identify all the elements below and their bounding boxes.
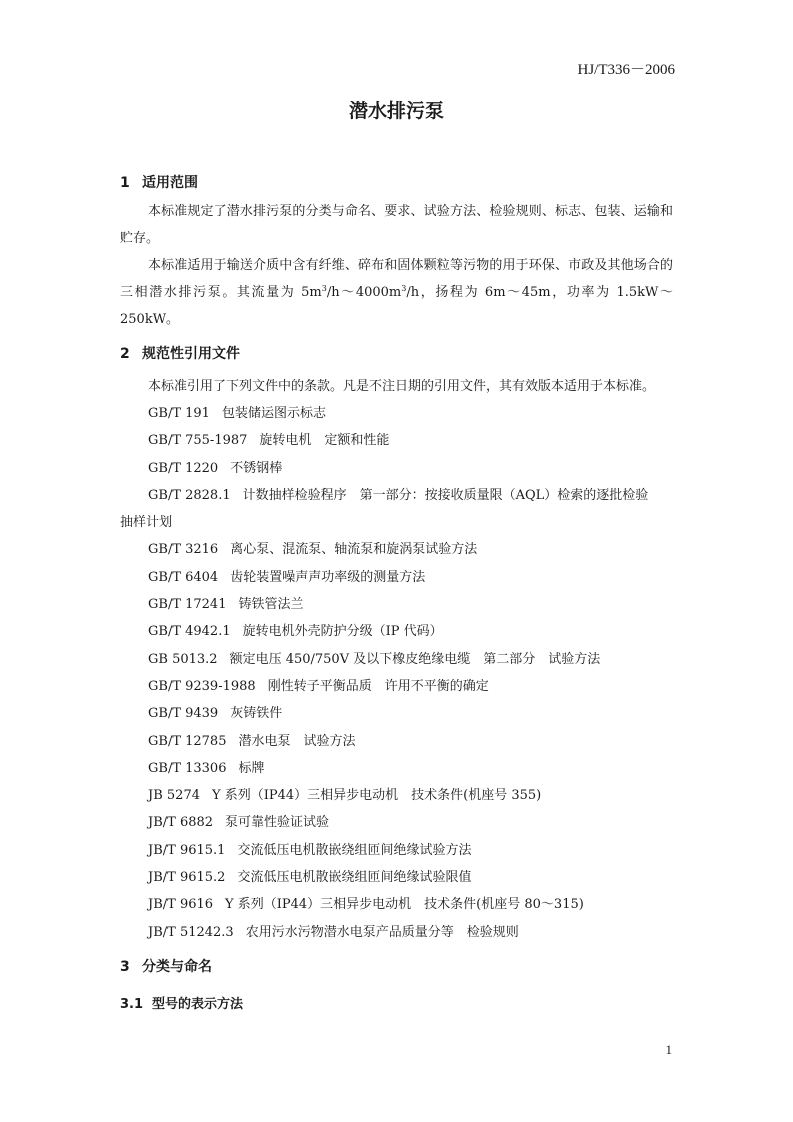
reference-title: 旋转电机 定额和性能 [259, 433, 390, 449]
reference-code: GB/T 3216 [148, 542, 219, 558]
section-title: 适用范围 [142, 175, 198, 191]
reference-code: JB/T 9616 [148, 897, 214, 913]
reference-item [120, 673, 673, 700]
reference-title: 离心泵、混流泵、轴流泵和旋涡泵试验方法 [230, 542, 478, 558]
section-heading-scope [120, 168, 673, 198]
reference-code: GB/T 191 [148, 406, 210, 421]
reference-code: GB/T 1220 [148, 460, 219, 476]
reference-title: 包装储运图示标志 [221, 406, 326, 421]
reference-code: GB/T 755-1987 [148, 433, 248, 449]
reference-item [120, 564, 673, 591]
section-number: 2 [120, 346, 130, 362]
section-number: 3 [120, 958, 130, 975]
reference-code: GB/T 2828.1 [148, 487, 231, 503]
reference-code: GB 5013.2 [148, 651, 218, 667]
section-heading-classification [120, 952, 673, 982]
reference-title: Y 系列（IP44）三相异步电动机 技术条件(机座号 80～315) [225, 897, 584, 913]
section-number: 1 [120, 175, 130, 191]
reference-code: JB/T 51242.3 [148, 924, 234, 940]
reference-code: GB/T 17241 [148, 597, 227, 613]
reference-item [120, 400, 673, 427]
reference-code: JB 5274 [148, 788, 200, 804]
subsection-title: 型号的表示方法 [152, 996, 244, 1012]
reference-code: GB/T 12785 [148, 733, 227, 749]
reference-title: 农用污水污物潜水电泵产品质量分等 检验规则 [245, 924, 519, 940]
section-title: 分类与命名 [142, 958, 212, 975]
reference-item [120, 864, 673, 891]
page-number: 1 [665, 1042, 672, 1057]
reference-code: JB/T 9615.2 [148, 870, 226, 886]
reference-title: 刚性转子平衡品质 许用不平衡的确定 [267, 678, 489, 694]
scope-text-part: /h，扬程为 6m～45m，功率为 1.5kW～250kW。 [120, 285, 673, 327]
reference-code: JB/T 9615.1 [148, 842, 226, 858]
reference-code: GB/T 6404 [148, 569, 219, 585]
reference-item [120, 482, 673, 537]
page-title: 潜水排污泵 [348, 100, 444, 122]
reference-title: 不锈钢棒 [230, 460, 283, 476]
reference-item [120, 891, 673, 918]
reference-item [120, 782, 673, 809]
reference-title: 潜水电泵 试验方法 [238, 733, 356, 749]
reference-code: GB/T 9439 [148, 706, 219, 722]
reference-list [120, 400, 673, 946]
reference-item [120, 919, 673, 946]
superscript: 3 [321, 284, 327, 293]
reference-title: 旋转电机外壳防护分级（IP 代码） [242, 624, 443, 640]
reference-title: 泵可靠性验证试验 [225, 815, 330, 831]
reference-title: 铸铁管法兰 [238, 597, 304, 613]
standard-code: HJ/T336－2006 [577, 62, 675, 78]
section-heading-references [120, 339, 673, 369]
reference-title: 标牌 [238, 760, 265, 776]
reference-title-continued: 抽样计划 [120, 515, 173, 531]
reference-title: 交流低压电机散嵌绕组匝间绝缘试验限值 [237, 870, 472, 886]
reference-item [120, 646, 673, 673]
scope-text-part: /h～4000m [326, 285, 402, 300]
section-title: 规范性引用文件 [142, 346, 240, 362]
reference-code: JB/T 6882 [148, 815, 214, 831]
reference-title: 计数抽样检验程序 第一部分：按接收质量限（AQL）检索的逐批检验 [242, 487, 649, 503]
reference-item [120, 809, 673, 836]
scope-text-part: 本标准适用于输送介质中含有纤维、碎布和固体颗粒等污物的用于环保、市政及其他场合的三相潜水排污泵。其流量为 5m [120, 258, 673, 300]
reference-item [120, 837, 673, 864]
reference-item [120, 700, 673, 727]
scope-paragraph-2 [120, 252, 673, 333]
reference-item [120, 455, 673, 482]
reference-item [120, 536, 673, 563]
reference-item [120, 618, 673, 645]
reference-title: 交流低压电机散嵌绕组匝间绝缘试验方法 [237, 842, 472, 858]
scope-paragraph-1: 本标准规定了潜水排污泵的分类与命名、要求、试验方法、检验规则、标志、包装、运输和贮存。 [120, 204, 673, 246]
reference-item [120, 591, 673, 618]
reference-title: 额定电压 450/750V 及以下橡皮绝缘电缆 第二部分 试验方法 [229, 651, 601, 667]
reference-code: GB/T 9239-1988 [148, 678, 256, 694]
subsection-number: 3.1 [120, 996, 144, 1012]
subsection-heading-model [120, 990, 673, 1020]
superscript: 3 [401, 284, 407, 293]
reference-code: GB/T 4942.1 [148, 624, 231, 640]
reference-item [120, 755, 673, 782]
reference-item [120, 427, 673, 454]
reference-title: 齿轮装置噪声声功率级的测量方法 [230, 569, 426, 585]
references-intro: 本标准引用了下列文件中的条款。凡是不注日期的引用文件，其有效版本适用于本标准。 [148, 379, 656, 394]
document-body [120, 168, 673, 1020]
reference-title: 灰铸铁件 [230, 706, 283, 722]
reference-item [120, 728, 673, 755]
reference-code: GB/T 13306 [148, 760, 227, 776]
reference-title: Y 系列（IP44）三相异步电动机 技术条件(机座号 355) [211, 788, 542, 804]
